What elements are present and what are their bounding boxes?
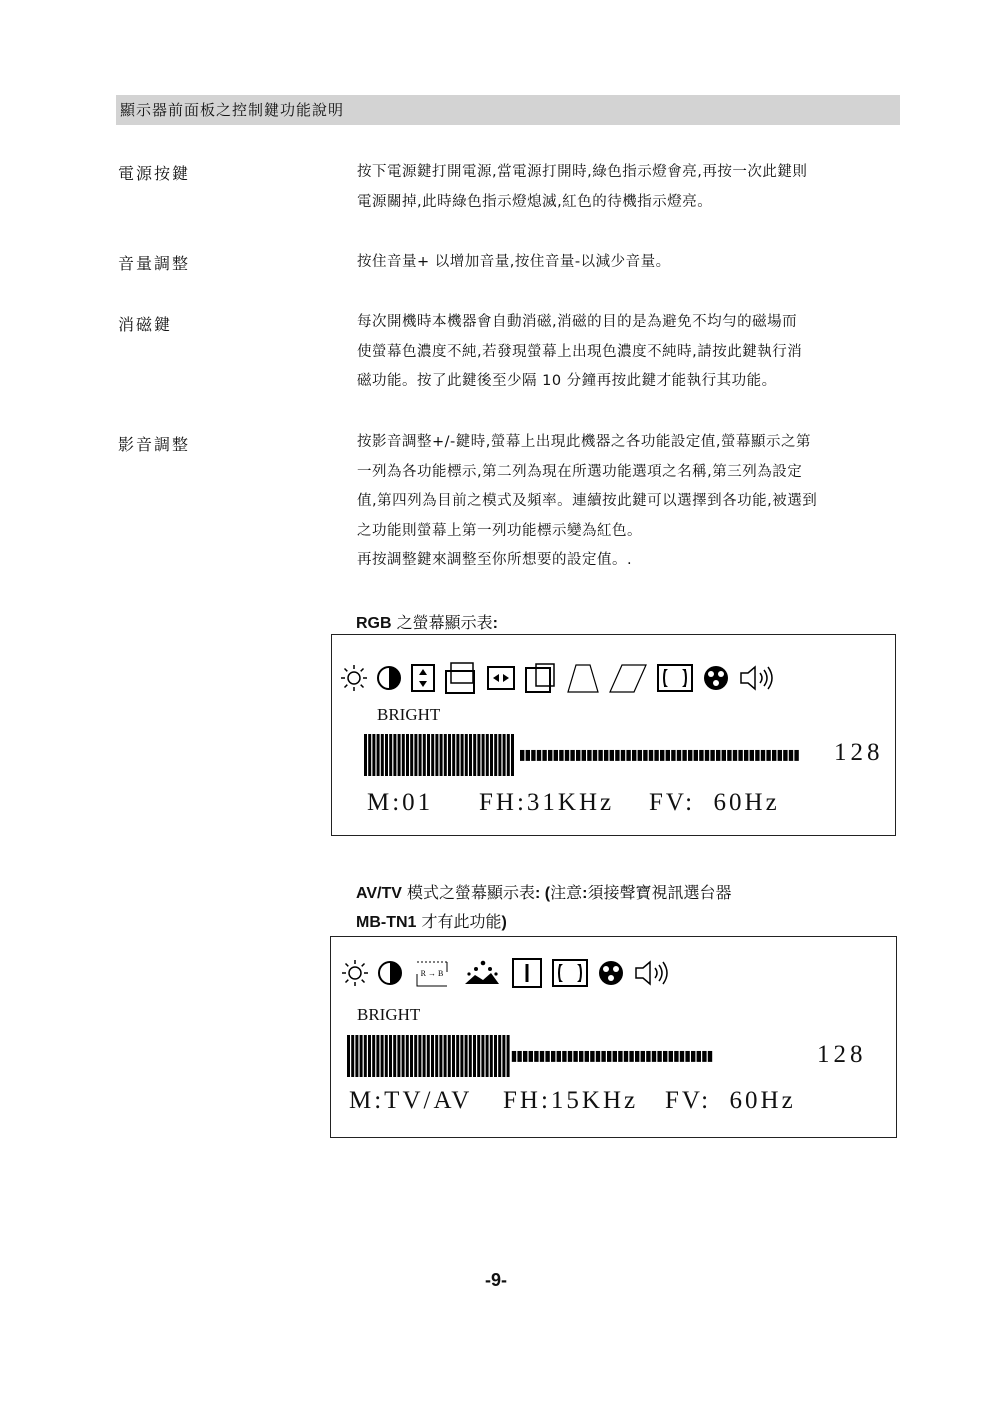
level-bar-empty-segment bbox=[654, 750, 658, 761]
level-bar-filled-segment bbox=[418, 1035, 421, 1077]
level-bar-empty-segment bbox=[548, 750, 552, 761]
level-bar-empty-segment bbox=[582, 750, 586, 761]
level-bar-empty-segment bbox=[570, 750, 574, 761]
level-bar-filled-segment bbox=[465, 1035, 468, 1077]
av-osd-caption-line2 bbox=[356, 909, 507, 932]
color-icon bbox=[597, 959, 625, 987]
caption-bold: MB-TN1 bbox=[356, 914, 417, 931]
level-bar-empty-segment bbox=[699, 750, 703, 761]
level-bar-filled-segment bbox=[406, 1035, 409, 1077]
level-bar-empty-segment bbox=[565, 750, 569, 761]
level-bar bbox=[364, 734, 804, 776]
level-bar-empty-segment bbox=[705, 750, 709, 761]
volume-icon bbox=[633, 959, 673, 987]
level-bar-empty-segment bbox=[761, 750, 765, 761]
osd-function-label: BRIGHT bbox=[377, 705, 441, 724]
level-bar-filled-segment bbox=[427, 734, 430, 776]
level-bar-filled-segment bbox=[347, 1035, 350, 1077]
level-bar-empty-segment bbox=[531, 750, 535, 761]
level-bar-empty-segment bbox=[604, 750, 608, 761]
rgb-osd-caption bbox=[356, 610, 498, 633]
rgb-osd-panel bbox=[331, 634, 896, 836]
level-bar-filled-segment bbox=[435, 734, 438, 776]
level-bar-empty-segment bbox=[755, 750, 759, 761]
level-bar-empty-segment bbox=[685, 1051, 689, 1062]
horizontal-position-icon bbox=[524, 662, 558, 694]
rgb-icon-row bbox=[340, 661, 786, 695]
level-bar-filled-segment bbox=[469, 1035, 472, 1077]
level-bar-empty-segment bbox=[542, 750, 546, 761]
level-bar-empty-segment bbox=[641, 1051, 645, 1062]
contrast-icon bbox=[377, 960, 403, 986]
section-header: 顯示器前面板之控制鍵功能說明 bbox=[116, 95, 900, 125]
level-bar-empty-segment bbox=[716, 750, 720, 761]
level-bar-empty-segment bbox=[585, 1051, 589, 1062]
level-bar-empty-segment bbox=[738, 750, 742, 761]
level-bar-empty-segment bbox=[794, 750, 798, 761]
contrast-icon bbox=[376, 665, 402, 691]
level-bar-filled-segment bbox=[490, 1035, 493, 1077]
tint-icon bbox=[511, 957, 543, 989]
level-bar-filled-segment bbox=[423, 1035, 426, 1077]
level-bar-empty-segment bbox=[652, 1051, 656, 1062]
level-bar-filled-segment bbox=[439, 1035, 442, 1077]
level-bar-filled-segment bbox=[414, 734, 417, 776]
desc-line: 按住音量+ 以增加音量,按住音量-以減少音量。 bbox=[357, 254, 671, 270]
level-bar-filled-segment bbox=[397, 1035, 400, 1077]
osd-function-label: BRIGHT bbox=[357, 1005, 421, 1024]
level-bar-empty-segment bbox=[691, 1051, 695, 1062]
level-bar-filled-segment bbox=[385, 1035, 388, 1077]
level-bar-empty-segment bbox=[722, 750, 726, 761]
level-bar-empty-segment bbox=[733, 750, 737, 761]
level-bar-empty-segment bbox=[613, 1051, 617, 1062]
level-bar-filled-segment bbox=[385, 734, 388, 776]
level-bar-filled-segment bbox=[393, 734, 396, 776]
level-bar-empty-segment bbox=[660, 750, 664, 761]
level-bar-empty-segment bbox=[682, 750, 686, 761]
page-number: -9- bbox=[485, 1270, 507, 1290]
desc-line: 一列為各功能標示,第二列為現在所選功能選項之名稱,第三列為設定 bbox=[357, 463, 803, 480]
level-bar-filled-segment bbox=[503, 734, 506, 776]
level-bar-filled-segment bbox=[486, 734, 489, 776]
rgb-av-switch-icon bbox=[411, 958, 453, 988]
level-bar-empty-segment bbox=[593, 750, 597, 761]
level-bar-filled-segment bbox=[389, 1035, 392, 1077]
level-bar-empty-segment bbox=[626, 750, 630, 761]
desc-power-button bbox=[357, 158, 902, 217]
desc-line: 值,第四列為目前之模式及頻率。連續按此鍵可以選擇到各功能,被選到 bbox=[357, 493, 818, 509]
level-bar-empty-segment bbox=[526, 750, 530, 761]
level-bar-filled-segment bbox=[473, 1035, 476, 1077]
osd-mode: M:TV/AV bbox=[349, 1087, 473, 1114]
level-bar-filled-segment bbox=[364, 1035, 367, 1077]
level-bar-empty-segment bbox=[618, 1051, 622, 1062]
level-bar-filled-segment bbox=[360, 1035, 363, 1077]
level-bar-empty-segment bbox=[529, 1051, 533, 1062]
brightness-icon bbox=[340, 664, 368, 692]
level-bar-empty-segment bbox=[557, 1051, 561, 1062]
level-bar-filled-segment bbox=[456, 734, 459, 776]
vertical-position-icon bbox=[444, 661, 478, 695]
osd-value: 128 bbox=[834, 739, 884, 766]
caption-bold: RGB bbox=[356, 615, 392, 632]
level-bar-empty-segment bbox=[646, 1051, 650, 1062]
level-bar-empty-segment bbox=[710, 750, 714, 761]
level-bar-filled-segment bbox=[431, 1035, 434, 1077]
osd-mode: M:01 bbox=[367, 789, 434, 816]
level-bar-empty-segment bbox=[540, 1051, 544, 1062]
level-bar-empty-segment bbox=[512, 1051, 516, 1062]
volume-icon bbox=[738, 664, 778, 692]
level-bar-empty-segment bbox=[598, 750, 602, 761]
av-icon-row bbox=[341, 957, 681, 989]
trapezoid-icon bbox=[566, 662, 600, 694]
switch-icon-text: R → B bbox=[420, 969, 444, 978]
level-bar-filled-segment bbox=[507, 734, 510, 776]
level-bar-filled-segment bbox=[444, 734, 447, 776]
level-bar-filled-segment bbox=[381, 1035, 384, 1077]
caption-text: 模式之螢幕顯示表 bbox=[401, 883, 536, 902]
level-bar-filled-segment bbox=[377, 734, 380, 776]
level-bar-filled-segment bbox=[398, 734, 401, 776]
desc-line: 使螢幕色濃度不純,若發現螢幕上出現色濃度不純時,請按此鍵執行消 bbox=[357, 343, 803, 360]
level-bar-empty-segment bbox=[596, 1051, 600, 1062]
level-bar-filled-segment bbox=[486, 1035, 489, 1077]
level-bar-empty-segment bbox=[562, 1051, 566, 1062]
caption-colon: : bbox=[492, 615, 498, 632]
level-bar-filled-segment bbox=[481, 1035, 484, 1077]
desc-line: 磁功能。按了此鍵後至少隔 10 分鐘再按此鍵才能執行其功能。 bbox=[357, 373, 777, 389]
osd-value: 128 bbox=[817, 1041, 867, 1068]
level-bar-empty-segment bbox=[523, 1051, 527, 1062]
desc-line: 按影音調整+/-鍵時,螢幕上出現此機器之各功能設定值,螢幕顯示之第 bbox=[357, 434, 811, 450]
level-bar-empty-segment bbox=[607, 1051, 611, 1062]
level-bar-filled-segment bbox=[440, 734, 443, 776]
level-bar-filled-segment bbox=[406, 734, 409, 776]
level-bar-empty-segment bbox=[576, 750, 580, 761]
level-bar-filled-segment bbox=[368, 734, 371, 776]
level-bar-empty-segment bbox=[671, 750, 675, 761]
level-bar-filled-segment bbox=[507, 1035, 510, 1077]
level-bar-empty-segment bbox=[624, 1051, 628, 1062]
level-bar-filled-segment bbox=[423, 734, 426, 776]
level-bar-filled-segment bbox=[419, 734, 422, 776]
level-bar-empty-segment bbox=[638, 750, 642, 761]
level-bar-filled-segment bbox=[465, 734, 468, 776]
level-bar-filled-segment bbox=[427, 1035, 430, 1077]
term-volume: 音量調整 bbox=[118, 254, 191, 273]
level-bar-empty-segment bbox=[789, 750, 793, 761]
desc-line: 每次開機時本機器會自動消磁,消磁的目的是為避免不均勻的磁場而 bbox=[357, 314, 798, 330]
level-bar-empty-segment bbox=[744, 750, 748, 761]
level-bar-empty-segment bbox=[697, 1051, 701, 1062]
level-bar-filled-segment bbox=[368, 1035, 371, 1077]
level-bar-empty-segment bbox=[610, 750, 614, 761]
level-bar-filled-segment bbox=[355, 1035, 358, 1077]
desc-line: 電源關掉,此時綠色指示燈熄滅,紅色的待機指示燈亮。 bbox=[357, 193, 713, 210]
caption-text: 須接聲寶視訊選台器 bbox=[587, 883, 732, 902]
level-bar-empty-segment bbox=[772, 750, 776, 761]
level-bar-empty-segment bbox=[554, 750, 558, 761]
level-bar-empty-segment bbox=[579, 1051, 583, 1062]
level-bar-empty-segment bbox=[621, 750, 625, 761]
level-bar-filled-segment bbox=[452, 1035, 455, 1077]
level-bar-filled-segment bbox=[364, 734, 367, 776]
level-bar-empty-segment bbox=[649, 750, 653, 761]
level-bar-filled-segment bbox=[448, 734, 451, 776]
level-bar-filled-segment bbox=[456, 1035, 459, 1077]
osd-hfreq: FH:15KHz bbox=[503, 1087, 639, 1114]
term-power-button: 電源按鍵 bbox=[118, 164, 191, 183]
osd-vfreq: FV: 60Hz bbox=[665, 1087, 796, 1114]
level-bar-filled-segment bbox=[460, 1035, 463, 1077]
caption-bold: AV/TV bbox=[356, 885, 402, 902]
desc-line: 按下電源鍵打開電源,當電源打開時,綠色指示燈會亮,再按一次此鍵則 bbox=[357, 164, 808, 180]
level-bar-filled-segment bbox=[448, 1035, 451, 1077]
level-bar-empty-segment bbox=[643, 750, 647, 761]
level-bar-empty-segment bbox=[615, 750, 619, 761]
level-bar bbox=[347, 1035, 717, 1077]
level-bar-filled-segment bbox=[372, 734, 375, 776]
level-bar-filled-segment bbox=[482, 734, 485, 776]
level-bar-empty-segment bbox=[666, 750, 670, 761]
level-bar-filled-segment bbox=[381, 734, 384, 776]
level-bar-filled-segment bbox=[372, 1035, 375, 1077]
horizontal-size-icon bbox=[486, 665, 516, 691]
level-bar-filled-segment bbox=[414, 1035, 417, 1077]
level-bar-filled-segment bbox=[494, 1035, 497, 1077]
sharpness-icon bbox=[461, 958, 503, 988]
level-bar-empty-segment bbox=[587, 750, 591, 761]
level-bar-empty-segment bbox=[537, 750, 541, 761]
level-bar-filled-segment bbox=[410, 734, 413, 776]
desc-line: 再按調整鍵來調整至你所想要的設定值。. bbox=[357, 552, 633, 568]
level-bar-empty-segment bbox=[663, 1051, 667, 1062]
color-icon bbox=[702, 664, 730, 692]
level-bar-filled-segment bbox=[452, 734, 455, 776]
pincushion-icon bbox=[551, 958, 589, 988]
level-bar-empty-segment bbox=[778, 750, 782, 761]
level-bar-filled-segment bbox=[511, 734, 514, 776]
vertical-size-icon bbox=[410, 663, 436, 693]
level-bar-empty-segment bbox=[635, 1051, 639, 1062]
level-bar-empty-segment bbox=[590, 1051, 594, 1062]
level-bar-filled-segment bbox=[389, 734, 392, 776]
level-bar-filled-segment bbox=[444, 1035, 447, 1077]
level-bar-filled-segment bbox=[490, 734, 493, 776]
level-bar-empty-segment bbox=[657, 1051, 661, 1062]
level-bar-filled-segment bbox=[477, 734, 480, 776]
level-bar-empty-segment bbox=[517, 1051, 521, 1062]
osd-vfreq: FV: 60Hz bbox=[649, 789, 780, 816]
level-bar-empty-segment bbox=[680, 1051, 684, 1062]
level-bar-empty-segment bbox=[674, 1051, 678, 1062]
level-bar-filled-segment bbox=[498, 1035, 501, 1077]
level-bar-empty-segment bbox=[783, 750, 787, 761]
level-bar-filled-segment bbox=[402, 1035, 405, 1077]
caption-bold: : bbox=[582, 885, 588, 902]
level-bar-empty-segment bbox=[520, 750, 524, 761]
level-bar-filled-segment bbox=[376, 1035, 379, 1077]
brightness-icon bbox=[341, 959, 369, 987]
desc-line: 之功能則螢幕上第一列功能標示變為紅色。 bbox=[357, 522, 642, 539]
level-bar-empty-segment bbox=[534, 1051, 538, 1062]
level-bar-filled-segment bbox=[431, 734, 434, 776]
level-bar-empty-segment bbox=[568, 1051, 572, 1062]
caption-bold: ) bbox=[501, 914, 507, 931]
level-bar-empty-segment bbox=[559, 750, 563, 761]
level-bar-filled-segment bbox=[494, 734, 497, 776]
level-bar-filled-segment bbox=[351, 1035, 354, 1077]
level-bar-empty-segment bbox=[632, 750, 636, 761]
parallelogram-icon bbox=[608, 662, 648, 694]
level-bar-filled-segment bbox=[498, 734, 501, 776]
av-osd-panel bbox=[330, 936, 897, 1138]
caption-bold: : ( bbox=[535, 885, 551, 902]
av-osd-caption-line1 bbox=[356, 880, 732, 903]
level-bar-empty-segment bbox=[766, 750, 770, 761]
level-bar-empty-segment bbox=[694, 750, 698, 761]
level-bar-filled-segment bbox=[469, 734, 472, 776]
desc-degauss bbox=[357, 308, 902, 397]
level-bar-empty-segment bbox=[669, 1051, 673, 1062]
term-av-adjust: 影音調整 bbox=[118, 435, 191, 454]
level-bar-empty-segment bbox=[573, 1051, 577, 1062]
level-bar-empty-segment bbox=[601, 1051, 605, 1062]
desc-av-adjust bbox=[357, 428, 902, 576]
level-bar-empty-segment bbox=[688, 750, 692, 761]
level-bar-empty-segment bbox=[708, 1051, 712, 1062]
level-bar-empty-segment bbox=[677, 750, 681, 761]
level-bar-filled-segment bbox=[410, 1035, 413, 1077]
caption-text: 注意 bbox=[550, 883, 583, 902]
level-bar-filled-segment bbox=[393, 1035, 396, 1077]
pincushion-icon bbox=[656, 663, 694, 693]
caption-text: 之螢幕顯示表 bbox=[391, 613, 493, 632]
osd-hfreq: FH:31KHz bbox=[479, 789, 615, 816]
level-bar-filled-segment bbox=[435, 1035, 438, 1077]
desc-volume bbox=[357, 248, 902, 278]
level-bar-empty-segment bbox=[629, 1051, 633, 1062]
caption-text: 才有此功能 bbox=[416, 912, 502, 931]
level-bar-filled-segment bbox=[477, 1035, 480, 1077]
level-bar-filled-segment bbox=[473, 734, 476, 776]
level-bar-empty-segment bbox=[551, 1051, 555, 1062]
level-bar-filled-segment bbox=[502, 1035, 505, 1077]
level-bar-empty-segment bbox=[750, 750, 754, 761]
level-bar-filled-segment bbox=[402, 734, 405, 776]
term-degauss: 消磁鍵 bbox=[118, 315, 173, 334]
level-bar-empty-segment bbox=[702, 1051, 706, 1062]
level-bar-empty-segment bbox=[545, 1051, 549, 1062]
level-bar-filled-segment bbox=[461, 734, 464, 776]
level-bar-empty-segment bbox=[727, 750, 731, 761]
